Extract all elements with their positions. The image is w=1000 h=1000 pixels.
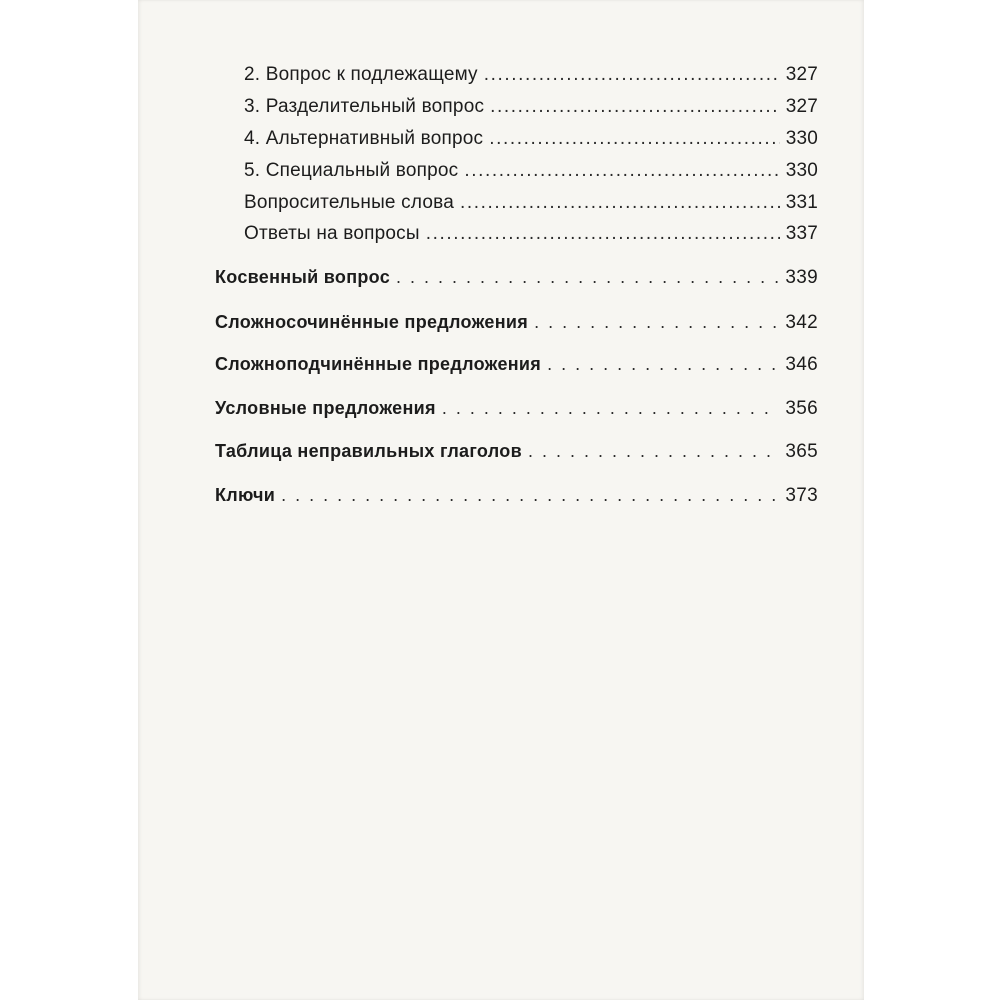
leader-dots <box>484 64 780 86</box>
leader-dots <box>464 160 779 182</box>
toc-entry-page: 346 <box>785 354 818 375</box>
toc-entry-title: Косвенный вопрос <box>215 267 391 287</box>
toc-entry-title: 3. Разделительный вопрос <box>244 96 485 117</box>
toc-entry-title: Ответы на вопросы <box>244 223 420 244</box>
toc-entry <box>244 223 818 245</box>
toc-entry-title: 5. Специальный вопрос <box>244 160 459 181</box>
leader-dots <box>396 267 779 288</box>
toc-entry-page: 331 <box>785 192 818 213</box>
toc-entry <box>215 312 818 334</box>
toc-entry <box>215 267 818 289</box>
toc-entry-title: Ключи <box>215 485 276 505</box>
toc-entry <box>244 192 818 214</box>
toc-entry <box>215 398 818 420</box>
toc-entry-page: 327 <box>785 64 818 85</box>
leader-dots <box>490 96 780 118</box>
toc-entry <box>244 128 818 150</box>
leader-dots <box>534 312 779 333</box>
toc-entry-page: 327 <box>785 96 818 117</box>
toc-entry-page: 330 <box>785 160 818 181</box>
toc-entry <box>215 485 818 507</box>
toc-entry <box>215 441 818 463</box>
toc-entry <box>215 354 818 376</box>
toc-entry-title: Сложноподчинённые предложения <box>215 354 542 374</box>
toc-entry-title: 2. Вопрос к подлежащему <box>244 64 478 85</box>
toc-entry-page: 330 <box>785 128 818 149</box>
toc-entry <box>244 96 818 118</box>
toc-entry-title: Вопросительные слова <box>244 192 454 213</box>
toc-entry-page: 342 <box>785 312 818 333</box>
leader-dots <box>442 398 780 419</box>
leader-dots <box>426 223 780 245</box>
leader-dots <box>489 128 780 150</box>
toc-entry <box>244 160 818 182</box>
leader-dots <box>547 354 779 375</box>
toc-entry-title: 4. Альтернативный вопрос <box>244 128 484 149</box>
leader-dots <box>281 485 779 506</box>
toc-entry-page: 356 <box>785 398 818 419</box>
leader-dots <box>460 192 780 214</box>
toc-entry-page: 337 <box>785 223 818 244</box>
toc-entry-page: 373 <box>785 485 818 506</box>
toc-entry-title: Таблица неправильных глаголов <box>215 441 522 461</box>
toc-entry-page: 339 <box>785 267 818 288</box>
toc-entry <box>244 64 818 86</box>
toc-entry-title: Условные предложения <box>215 398 436 418</box>
leader-dots <box>528 441 779 462</box>
toc-entry-title: Сложносочинённые предложения <box>215 312 529 332</box>
toc-entry-page: 365 <box>785 441 818 462</box>
